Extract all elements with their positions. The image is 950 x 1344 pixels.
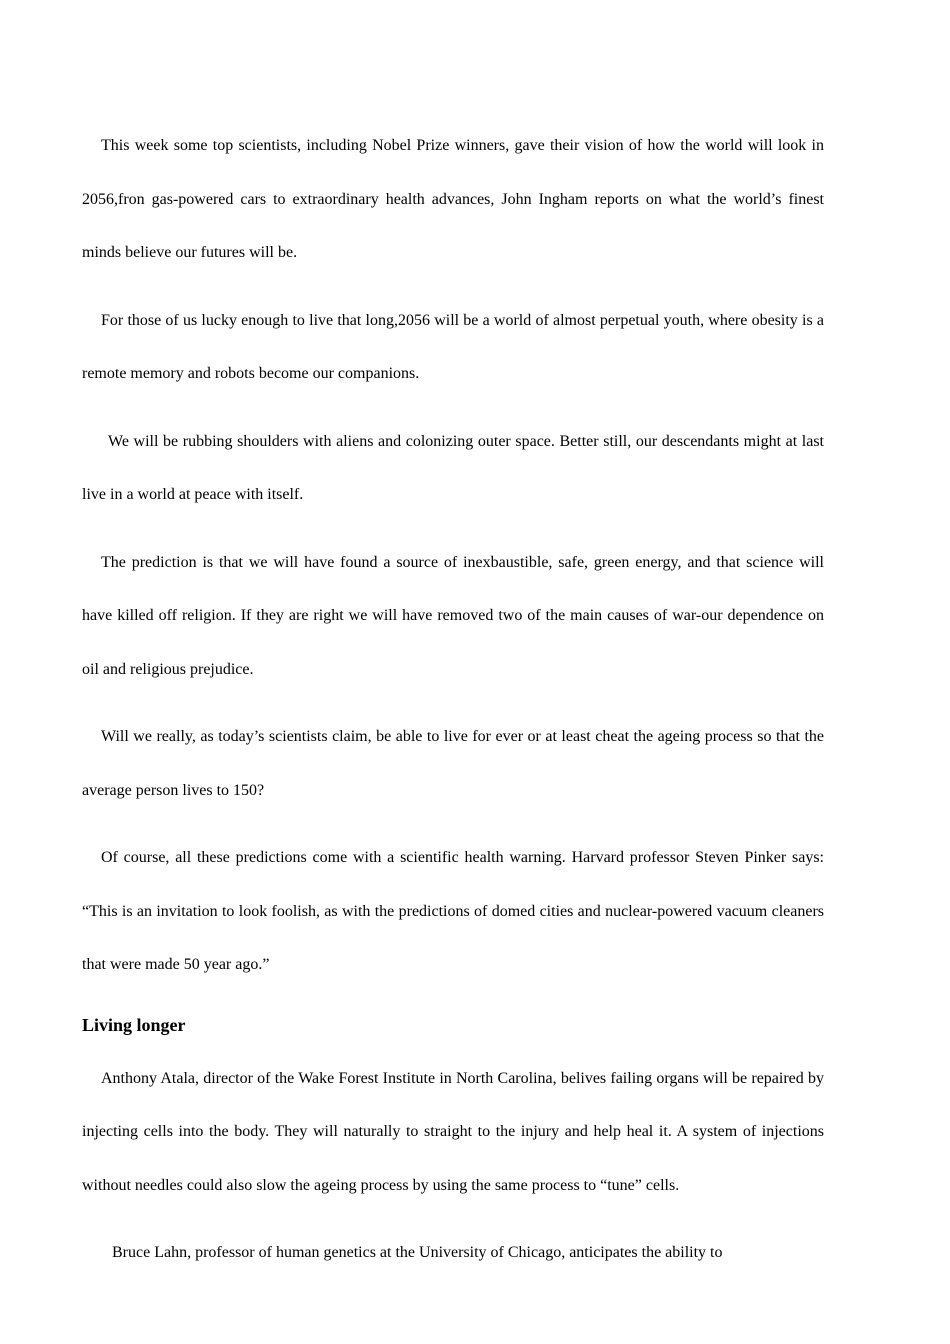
- section-heading: Living longer: [82, 1014, 186, 1035]
- paragraph-aliens: We will be rubbing shoulders with aliens and colonizing outer space. Better still, our descendants might at last live in a world at peace with itself.: [82, 432, 824, 503]
- paragraph-organ-repair: Anthony Atala, director of the Wake Forest Institute in North Carolina, belives failing organs will be repaired by injecting cells into the body. They will naturally to straight to the injury and help heal it. A system of injections without needles could also slow the ageing process by using the same process to “tune” cells.: [82, 1069, 824, 1194]
- paragraph-intro: This week some top scientists, including Nobel Prize winners, gave their vision of how the world will look in 2056,fron gas-powered cars to extraordinary health advances, John Ingham reports on what the world’s finest minds believe our futures will be.: [82, 137, 824, 261]
- paragraph-human-genetics: Bruce Lahn, professor of human genetics at the University of Chicago, anticipates the ability to: [112, 1244, 723, 1261]
- paragraph-health-warning: Of course, all these predictions come with a scientific health warning. Harvard professor Steven Pinker says: “This is an invitation to look foolish, as with the predictions of domed cities and nuclear-powered vacuum cleaners that were made 50 year ago.”: [82, 849, 824, 973]
- paragraph-live-for-ever: Will we really, as today’s scientists claim, be able to live for ever or at least cheat the ageing process so that the average person lives to 150?: [82, 728, 824, 799]
- paragraph-green-energy: The prediction is that we will have found a source of inexbaustible, safe, green energy, and that science will have killed off religion. If they are right we will have removed two of the main causes of war-our dependence on oil and religious prejudice.: [82, 553, 824, 678]
- paragraph-perpetual-youth: For those of us lucky enough to live that long,2056 will be a world of almost perpetual youth, where obesity is a remote memory and robots become our companions.: [82, 311, 824, 382]
- document-body: [82, 119, 824, 1280]
